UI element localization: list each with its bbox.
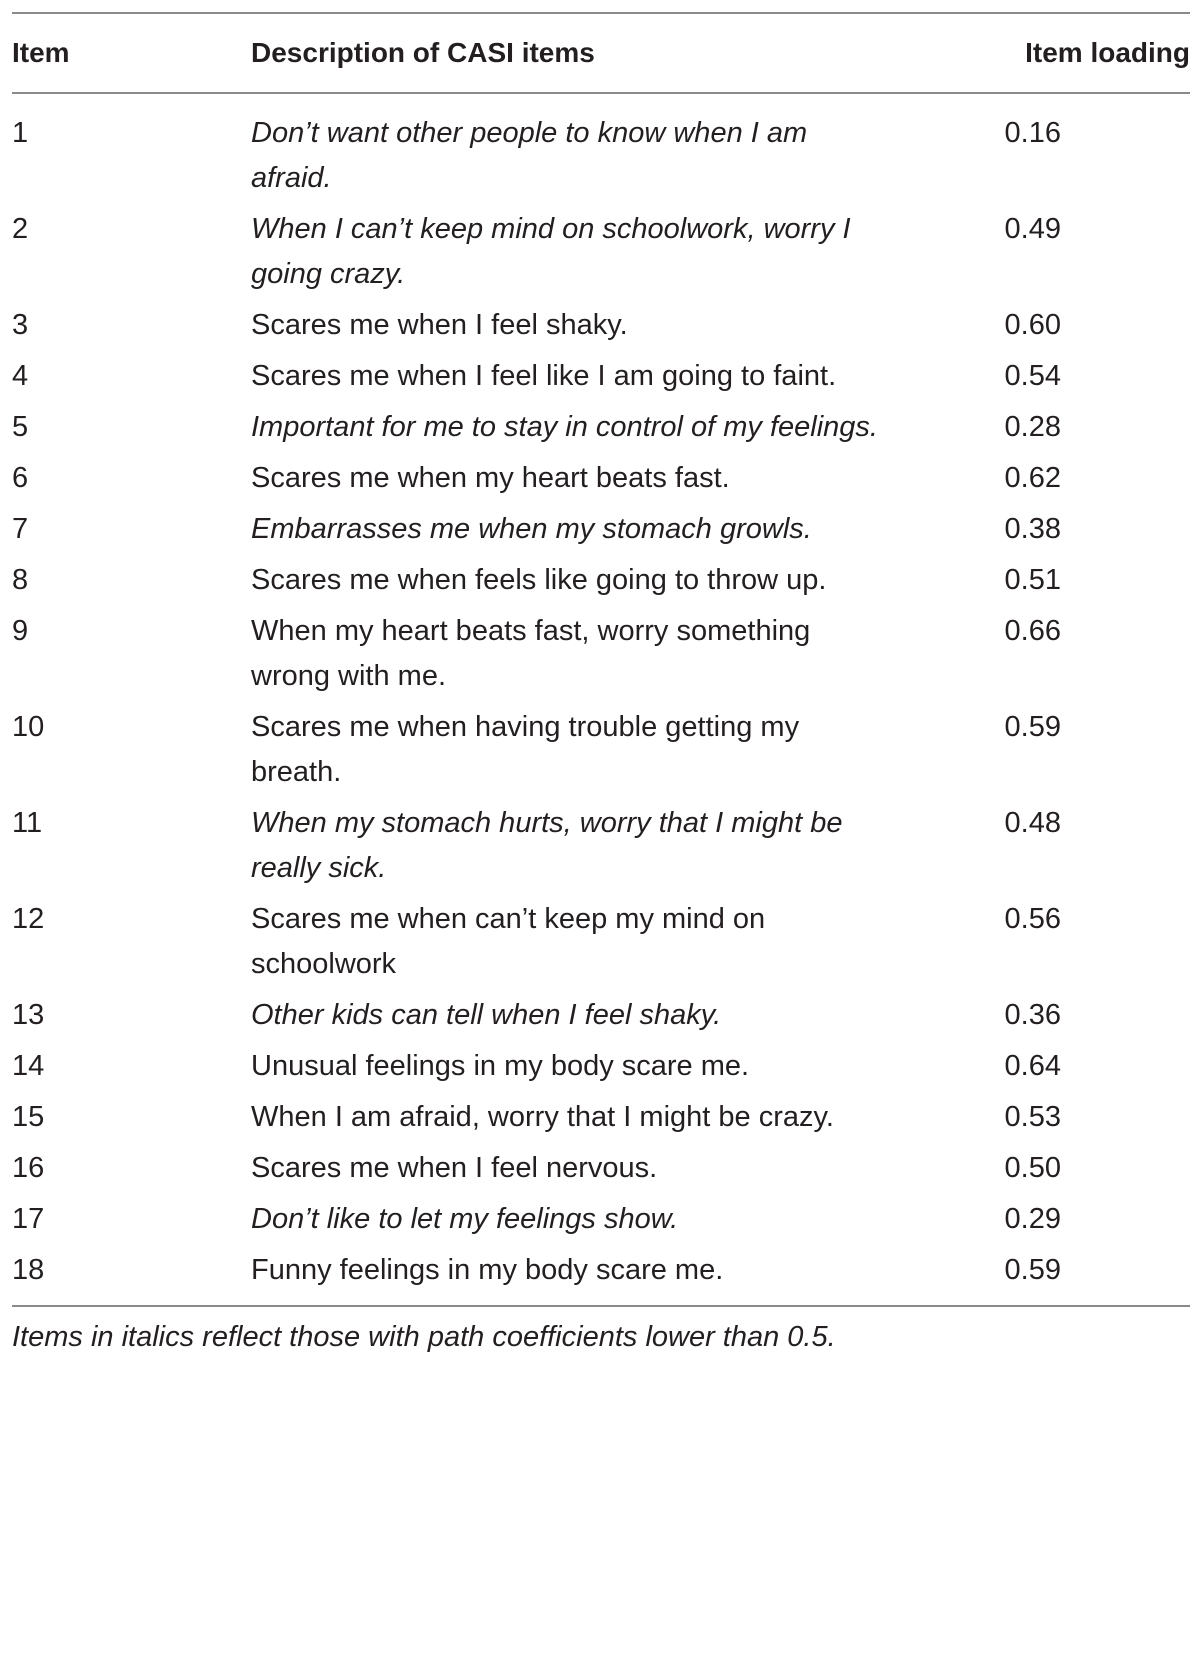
item-description: Scares me when I feel nervous. (251, 1152, 658, 1184)
item-description: Funny feelings in my body scare me. (251, 1254, 724, 1286)
table-row (12, 609, 1190, 705)
table-row (12, 507, 1190, 558)
item-description: Scares me when can’t keep my mind on schoolwork (251, 903, 766, 980)
item-loading: 0.60 (1004, 309, 1061, 341)
header-loading: Item loading (1025, 37, 1190, 69)
item-description: When my stomach hurts, worry that I might be really sick. (251, 807, 843, 884)
item-number: 9 (12, 615, 29, 647)
item-loading: 0.29 (1004, 1203, 1061, 1235)
item-description: Embarrasses me when my stomach growls. (251, 513, 812, 545)
item-number: 3 (12, 309, 29, 341)
item-loading: 0.16 (1004, 117, 1061, 149)
item-number: 11 (12, 807, 43, 839)
item-description: When I am afraid, worry that I might be crazy. (251, 1101, 834, 1133)
table-row (12, 207, 1190, 303)
header-row (12, 13, 1190, 93)
casi-table-container (12, 12, 1190, 1360)
item-number: 13 (12, 999, 45, 1031)
item-number: 10 (12, 711, 45, 743)
item-loading: 0.50 (1004, 1152, 1061, 1184)
table-row (12, 1197, 1190, 1248)
casi-items-table (12, 12, 1190, 1307)
item-description: Don’t like to let my feelings show. (251, 1203, 679, 1235)
header-item: Item (12, 37, 70, 69)
item-number: 1 (12, 117, 29, 149)
item-description: Don’t want other people to know when I am afraid. (251, 117, 808, 194)
item-loading: 0.59 (1004, 711, 1061, 743)
table-row (12, 705, 1190, 801)
item-loading: 0.38 (1004, 513, 1061, 545)
item-description: When my heart beats fast, worry something wrong with me. (251, 615, 811, 692)
item-number: 16 (12, 1152, 45, 1184)
table-row (12, 801, 1190, 897)
item-description: Scares me when my heart beats fast. (251, 462, 730, 494)
item-loading: 0.62 (1004, 462, 1061, 494)
item-number: 8 (12, 564, 29, 596)
table-row (12, 558, 1190, 609)
item-description: Unusual feelings in my body scare me. (251, 1050, 750, 1082)
item-loading: 0.36 (1004, 999, 1061, 1031)
item-loading: 0.48 (1004, 807, 1061, 839)
table-header (12, 13, 1190, 93)
item-number: 15 (12, 1101, 45, 1133)
table-row (12, 1146, 1190, 1197)
item-description: Other kids can tell when I feel shaky. (251, 999, 722, 1031)
item-loading: 0.49 (1004, 213, 1061, 245)
item-loading: 0.53 (1004, 1101, 1061, 1133)
table-footnote: Items in italics reflect those with path coefficients lower than 0.5. (12, 1321, 836, 1353)
item-number: 14 (12, 1050, 45, 1082)
item-number: 6 (12, 462, 29, 494)
item-number: 18 (12, 1254, 45, 1286)
item-number: 7 (12, 513, 29, 545)
header-description: Description of CASI items (251, 37, 595, 69)
item-loading: 0.51 (1004, 564, 1061, 596)
table-row (12, 1044, 1190, 1095)
table-row (12, 303, 1190, 354)
item-number: 4 (12, 360, 29, 392)
item-loading: 0.56 (1004, 903, 1061, 935)
item-number: 5 (12, 411, 29, 443)
item-loading: 0.28 (1004, 411, 1061, 443)
item-loading: 0.54 (1004, 360, 1061, 392)
table-row (12, 993, 1190, 1044)
item-description: Scares me when having trouble getting my breath. (251, 711, 800, 788)
table-row (12, 897, 1190, 993)
item-number: 2 (12, 213, 29, 245)
table-row (12, 456, 1190, 507)
item-description: Scares me when feels like going to throw up. (251, 564, 827, 596)
table-row (12, 1248, 1190, 1306)
item-number: 17 (12, 1203, 45, 1235)
item-loading: 0.64 (1004, 1050, 1061, 1082)
item-loading: 0.66 (1004, 615, 1061, 647)
item-number: 12 (12, 903, 45, 935)
table-row (12, 354, 1190, 405)
table-row (12, 1095, 1190, 1146)
table-row (12, 405, 1190, 456)
item-description: Scares me when I feel shaky. (251, 309, 628, 341)
table-body (12, 93, 1190, 1306)
item-loading: 0.59 (1004, 1254, 1061, 1286)
item-description: Scares me when I feel like I am going to faint. (251, 360, 837, 392)
item-description: When I can’t keep mind on schoolwork, worry I going crazy. (251, 213, 851, 290)
table-row (12, 93, 1190, 207)
item-description: Important for me to stay in control of my feelings. (251, 411, 878, 443)
